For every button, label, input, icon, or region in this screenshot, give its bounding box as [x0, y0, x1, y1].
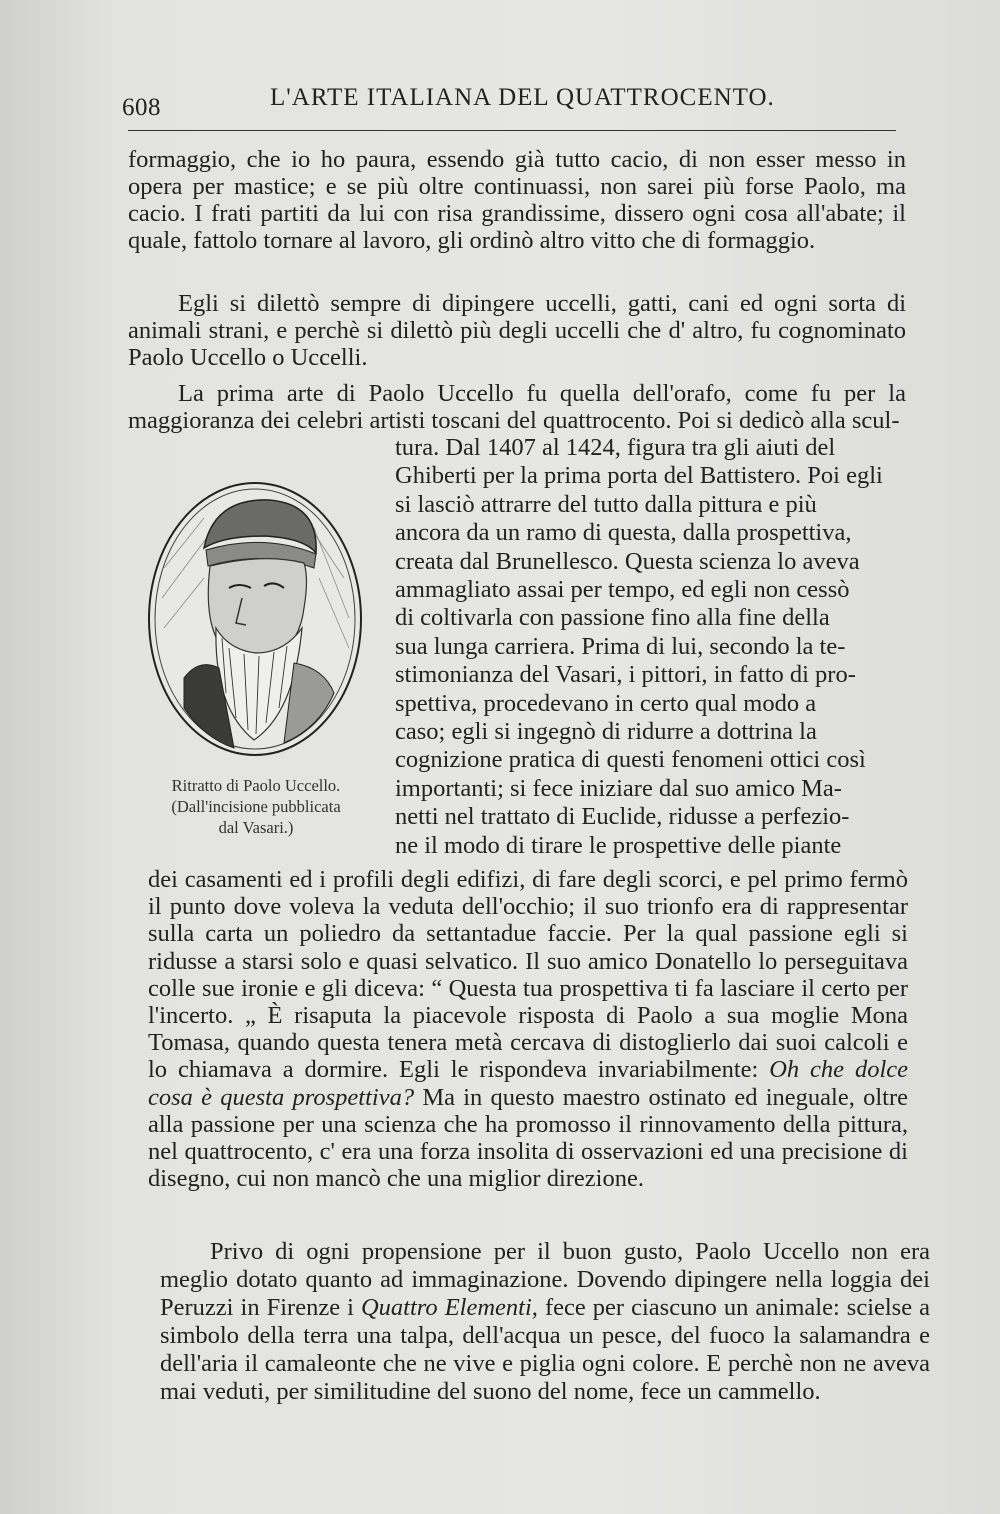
column-line: spettiva, procedevano in certo qual modo a — [395, 689, 817, 717]
running-title: L'ARTE ITALIANA DEL QUATTROCENTO. — [270, 84, 775, 111]
paragraph-2: Egli si dilettò sempre di dipingere uccelli, gatti, cani ed ogni sorta di animali strani, e perchè si dilettò più degli uccelli che d' altro, fu cognominato Paolo Uccello o Uccelli. — [128, 290, 906, 371]
column-line: si lasciò attrarre del tutto dalla pittura e più — [395, 490, 817, 518]
caption-line: (Dall'incisione pubblicata — [171, 797, 341, 816]
caption-line: Ritratto di Paolo Uccello. — [171, 776, 341, 795]
paragraph-3-text-a: dei casamenti ed i profili degli edifizi, di fare degli scorci, e pel primo fermò il punto dove voleva la veduta dell'occhio; il suo trionfo era di rappresentar sulla carta un poliedro da settantadue faccie. Per la qual passione egli si ridusse a starsi solo e quasi selvatico. Il suo amico Donatello lo perseguitava colle sue ironie e gli diceva: “ Questa tua prospettiva ti fa lasciare il certo per l'incerto. „ È risaputa la piacevole risposta di Paolo a sua moglie Mona Tomasa, quando questa tenera metà cercava di distoglierlo dai suoi calcoli e lo chiamava a dormire. Egli le rispondeva invariabilmente: — [148, 866, 908, 1084]
column-line: ammagliato assai per tempo, ed egli non cessò — [395, 576, 850, 604]
portrait-caption — [140, 775, 372, 838]
column-line: importanti; si fece iniziare dal suo amico Ma- — [395, 774, 842, 802]
paragraph-3-italic: Oh che dolce cosa è questa prospettiva? — [148, 1056, 909, 1111]
column-line: sua lunga carriera. Prima di lui, secondo la te- — [395, 632, 846, 660]
column-line: ancora da un ramo di questa, dalla prospettiva, — [395, 519, 852, 547]
paragraph-3-text-b: Ma in questo maestro ostinato ed ineguale, oltre alla passione per una scienza che ha promosso il rinnovamento della pittura, nel quattrocento, c' era una forza insolita di osservazioni ed una precisione di disegno, cui non mancò che una miglior direzione. — [148, 1083, 909, 1193]
column-line: Ghiberti per la prima porta del Battistero. Poi egli — [395, 462, 883, 490]
column-line: tura. Dal 1407 al 1424, figura tra gli aiuti del — [395, 434, 836, 461]
column-line: di coltivarla con passione fino alla fine della — [395, 604, 830, 632]
caption-line: dal Vasari.) — [218, 818, 294, 837]
column-line: netti nel trattato di Euclide, ridusse a perfezio- — [395, 803, 850, 831]
paragraph-4-text-a: Privo di ogni propensione per il buon gusto, Paolo Uccello non era meglio dotato quanto ad immaginazione. Dovendo dipingere nella loggia dei Peruzzi in Firenze i — [160, 1238, 930, 1321]
column-line: ne il modo di tirare le prospettive delle piante — [395, 831, 842, 859]
column-line: cognizione pratica di questi fenomeni ottici così — [395, 746, 866, 774]
page-number: 608 — [122, 94, 161, 121]
portrait-engraving — [144, 478, 366, 760]
paragraph-1: formaggio, che io ho paura, essendo già tutto cacio, di non esser messo in opera per mastice; e se più oltre continuassi, non sarei più forse Paolo, ma cacio. I frati partiti da lui con risa grandissime, dissero ogni cosa all'abate; il quale, fattolo tornare al lavoro, gli ordinò altro vitto che di formaggio. — [128, 146, 906, 254]
paragraph-3-column — [395, 434, 907, 860]
running-header — [122, 84, 822, 124]
column-line: stimonianza del Vasari, i pittori, in fatto di pro- — [395, 661, 856, 689]
column-line: caso; egli si ingegnò di ridurre a dottrina la — [395, 718, 817, 746]
header-rule — [128, 130, 896, 131]
portrait-illustration — [144, 478, 366, 760]
paragraph-4-text-b: fece per ciascuno un animale: scielse a simbolo della terra una talpa, dell'acqua un pesce, del fuoco la salamandra e dell'aria il camaleonte che ne vive e piglia ogni colore. E perchè non ne aveva mai veduti, per similitudine del suono del nome, fece un cammello. — [160, 1294, 931, 1405]
paragraph-3-bottom — [148, 866, 908, 1192]
paragraph-4-italic: Quattro Elementi, — [360, 1294, 538, 1321]
column-line: creata dal Brunellesco. Questa scienza lo aveva — [395, 547, 860, 575]
paragraph-3-top: La prima arte di Paolo Uccello fu quella dell'orafo, come fu per la maggioranza dei celebri artisti toscani del quattrocento. Poi si dedicò alla scul- — [128, 380, 906, 434]
paragraph-4 — [160, 1238, 930, 1406]
